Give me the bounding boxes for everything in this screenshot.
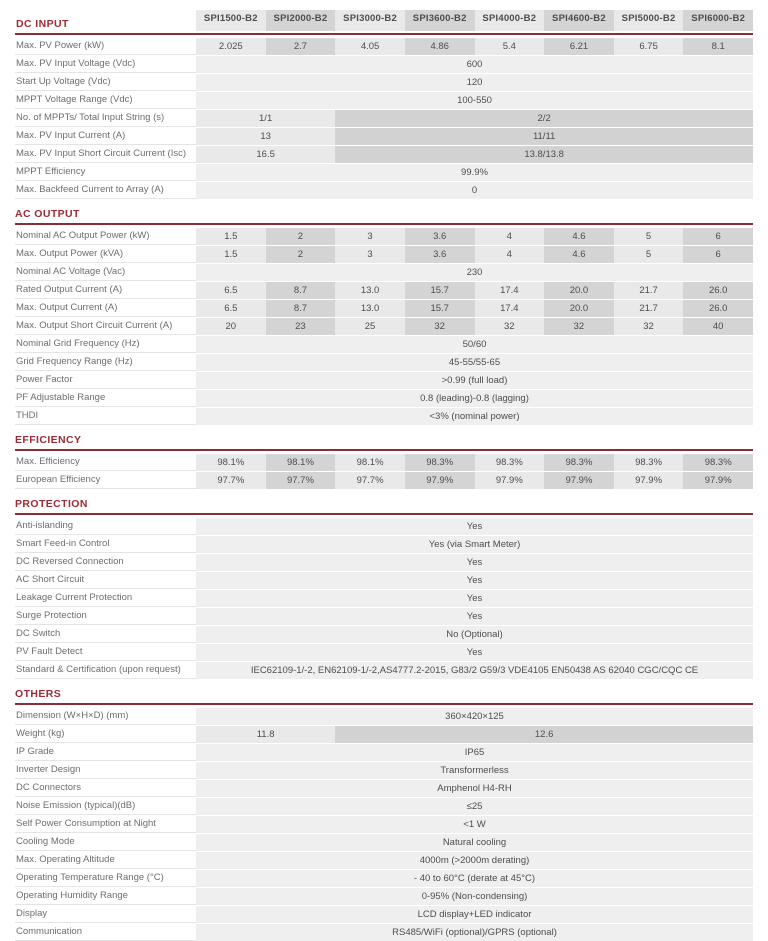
row-values <box>196 182 753 199</box>
value-cell: 20.0 <box>544 300 614 317</box>
value-cell: 5 <box>614 246 684 263</box>
row-values <box>196 852 753 869</box>
row-values <box>196 780 753 797</box>
value-cell: 32 <box>614 318 684 335</box>
row-label: No. of MPPTs/ Total Input String (s) <box>15 110 196 127</box>
row-label: Max. Output Current (A) <box>15 300 196 317</box>
value-cell: 20 <box>196 318 266 335</box>
value-cell: 97.9% <box>614 472 684 489</box>
value-cell-full-span: LCD display+LED indicator <box>196 906 753 923</box>
row-values <box>196 762 753 779</box>
table-row <box>15 354 753 371</box>
table-row <box>15 518 753 535</box>
row-label: PV Fault Detect <box>15 644 196 661</box>
value-cell: 1.5 <box>196 228 266 245</box>
value-cell-full-span: 0.8 (leading)-0.8 (lagging) <box>196 390 753 407</box>
column-header-spi2000-b2: SPI2000-B2 <box>266 10 336 31</box>
row-values <box>196 408 753 425</box>
value-cell-full-span: Yes <box>196 590 753 607</box>
row-values <box>196 816 753 833</box>
value-cell-full-span: IEC62109-1/-2, EN62109-1/-2,AS4777.2-2015, G83/2 G59/3 VDE4105 EN50438 AS 62040 CGC/CQC CE <box>196 662 753 679</box>
value-cell: 21.7 <box>614 300 684 317</box>
row-label: Dimension (W×H×D) (mm) <box>15 708 196 725</box>
row-label: AC Short Circuit <box>15 572 196 589</box>
value-cell-full-span: Yes <box>196 554 753 571</box>
value-cell-span-right: 2/2 <box>335 110 753 127</box>
value-cell-full-span: Natural cooling <box>196 834 753 851</box>
table-row <box>15 852 753 869</box>
row-values <box>196 336 753 353</box>
table-row <box>15 726 753 743</box>
row-label: Smart Feed-in Control <box>15 536 196 553</box>
value-cell: 17.4 <box>475 282 545 299</box>
table-row <box>15 536 753 553</box>
value-cell-full-span: 99.9% <box>196 164 753 181</box>
value-cell: 32 <box>405 318 475 335</box>
row-values <box>196 906 753 923</box>
table-row <box>15 372 753 389</box>
value-cell: 3.6 <box>405 228 475 245</box>
value-cell: 4.6 <box>544 246 614 263</box>
row-label: IP Grade <box>15 744 196 761</box>
value-cell: 26.0 <box>683 300 753 317</box>
row-label: Nominal Grid Frequency (Hz) <box>15 336 196 353</box>
row-label: Max. Backfeed Current to Array (A) <box>15 182 196 199</box>
value-cell: 98.3% <box>475 454 545 471</box>
table-header-row <box>15 10 753 31</box>
row-label: Max. PV Input Short Circuit Current (Isc) <box>15 146 196 163</box>
value-cell: 8.1 <box>683 38 753 55</box>
column-header-spi4600-b2: SPI4600-B2 <box>544 10 614 31</box>
row-label: Anti-islanding <box>15 518 196 535</box>
value-cell-span-left: 16.5 <box>196 146 335 163</box>
row-label: Grid Frequency Range (Hz) <box>15 354 196 371</box>
value-cell: 32 <box>475 318 545 335</box>
value-cell-full-span: Transformerless <box>196 762 753 779</box>
value-cell-full-span: 360×420×125 <box>196 708 753 725</box>
table-row <box>15 92 753 109</box>
value-cell: 15.7 <box>405 300 475 317</box>
row-label: Max. Output Power (kVA) <box>15 246 196 263</box>
value-cell: 6.5 <box>196 282 266 299</box>
value-cell: 23 <box>266 318 336 335</box>
section-protection <box>15 497 753 679</box>
row-label: Weight (kg) <box>15 726 196 743</box>
value-cell-full-span: Amphenol H4-RH <box>196 780 753 797</box>
table-row <box>15 906 753 923</box>
column-header-spi3600-b2: SPI3600-B2 <box>405 10 475 31</box>
row-values <box>196 608 753 625</box>
row-values <box>196 744 753 761</box>
value-cell: 6 <box>683 228 753 245</box>
table-row <box>15 554 753 571</box>
row-values <box>196 264 753 281</box>
table-row <box>15 128 753 145</box>
row-label: Start Up Voltage (Vdc) <box>15 74 196 91</box>
value-cell: 15.7 <box>405 282 475 299</box>
row-values <box>196 74 753 91</box>
value-cell: 26.0 <box>683 282 753 299</box>
value-cell: 97.7% <box>266 472 336 489</box>
row-label: Max. Output Short Circuit Current (A) <box>15 318 196 335</box>
value-cell: 21.7 <box>614 282 684 299</box>
value-cell-full-span: Yes <box>196 518 753 535</box>
row-label: Max. PV Input Voltage (Vdc) <box>15 56 196 73</box>
table-row <box>15 590 753 607</box>
table-row <box>15 390 753 407</box>
section-efficiency <box>15 433 753 489</box>
value-cell-full-span: Yes <box>196 608 753 625</box>
table-row <box>15 164 753 181</box>
value-cell: 17.4 <box>475 300 545 317</box>
table-row <box>15 780 753 797</box>
value-cell-span-right: 13.8/13.8 <box>335 146 753 163</box>
value-cell: 4 <box>475 228 545 245</box>
value-cell: 97.9% <box>405 472 475 489</box>
row-label: DC Switch <box>15 626 196 643</box>
row-label: European Efficiency <box>15 472 196 489</box>
value-cell-full-span: 0 <box>196 182 753 199</box>
table-row <box>15 336 753 353</box>
table-row <box>15 762 753 779</box>
value-cell-full-span: <1 W <box>196 816 753 833</box>
table-row <box>15 888 753 905</box>
row-values <box>196 924 753 941</box>
value-cell: 3 <box>335 228 405 245</box>
section-divider-line <box>15 449 753 451</box>
row-values <box>196 128 753 145</box>
row-values <box>196 38 753 55</box>
row-label: Operating Temperature Range (°C) <box>15 870 196 887</box>
row-values <box>196 146 753 163</box>
value-cell: 4.6 <box>544 228 614 245</box>
section-divider-line <box>15 513 753 515</box>
row-label: Surge Protection <box>15 608 196 625</box>
row-values <box>196 472 753 489</box>
table-row <box>15 744 753 761</box>
row-label: Nominal AC Voltage (Vac) <box>15 264 196 281</box>
row-values <box>196 626 753 643</box>
row-label: Noise Emission (typical)(dB) <box>15 798 196 815</box>
value-cell: 5 <box>614 228 684 245</box>
table-row <box>15 282 753 299</box>
value-cell: 97.9% <box>544 472 614 489</box>
value-cell-full-span: IP65 <box>196 744 753 761</box>
table-row <box>15 662 753 679</box>
value-cell-full-span: 4000m (>2000m derating) <box>196 852 753 869</box>
row-values <box>196 554 753 571</box>
row-values <box>196 572 753 589</box>
row-label: Inverter Design <box>15 762 196 779</box>
value-cell-full-span: 230 <box>196 264 753 281</box>
value-cell-span-right: 12.6 <box>335 726 753 743</box>
table-row <box>15 300 753 317</box>
row-label: MPPT Voltage Range (Vdc) <box>15 92 196 109</box>
row-values <box>196 518 753 535</box>
value-cell-span-left: 11.8 <box>196 726 335 743</box>
table-row <box>15 228 753 245</box>
value-cell: 1.5 <box>196 246 266 263</box>
row-values <box>196 300 753 317</box>
value-cell: 98.1% <box>196 454 266 471</box>
value-cell-full-span: 120 <box>196 74 753 91</box>
value-cell: 97.7% <box>196 472 266 489</box>
value-cell: 97.9% <box>683 472 753 489</box>
value-cell: 32 <box>544 318 614 335</box>
value-cell: 6.75 <box>614 38 684 55</box>
value-cell: 2.025 <box>196 38 266 55</box>
row-values <box>196 390 753 407</box>
value-cell-full-span: 600 <box>196 56 753 73</box>
row-label: Max. Efficiency <box>15 454 196 471</box>
spec-table <box>15 10 753 941</box>
value-cell-full-span: - 40 to 60°C (derate at 45°C) <box>196 870 753 887</box>
value-cell-span-left: 1/1 <box>196 110 335 127</box>
row-values <box>196 536 753 553</box>
value-cell: 40 <box>683 318 753 335</box>
row-values <box>196 870 753 887</box>
value-cell-span-right: 11/11 <box>335 128 753 145</box>
value-cell: 20.0 <box>544 282 614 299</box>
row-values <box>196 834 753 851</box>
value-cell: 8.7 <box>266 282 336 299</box>
table-row <box>15 182 753 199</box>
value-cell-full-span: <3% (nominal power) <box>196 408 753 425</box>
section-divider-line <box>15 703 753 705</box>
value-cell: 6 <box>683 246 753 263</box>
value-cell-full-span: No (Optional) <box>196 626 753 643</box>
column-header-spi5000-b2: SPI5000-B2 <box>614 10 684 31</box>
row-values <box>196 798 753 815</box>
section-dc-input <box>15 10 753 199</box>
value-cell-full-span: 0-95% (Non-condensing) <box>196 888 753 905</box>
row-label: DC Connectors <box>15 780 196 797</box>
value-cell: 8.7 <box>266 300 336 317</box>
table-row <box>15 924 753 941</box>
row-values <box>196 662 753 679</box>
row-values <box>196 110 753 127</box>
row-label: MPPT Efficiency <box>15 164 196 181</box>
row-values <box>196 454 753 471</box>
table-row <box>15 408 753 425</box>
section-title: PROTECTION <box>15 498 88 510</box>
row-label: Leakage Current Protection <box>15 590 196 607</box>
value-cell: 6.21 <box>544 38 614 55</box>
value-cell: 97.9% <box>475 472 545 489</box>
value-cell: 2 <box>266 228 336 245</box>
row-label: Power Factor <box>15 372 196 389</box>
value-cell-full-span: Yes (via Smart Meter) <box>196 536 753 553</box>
table-row <box>15 572 753 589</box>
table-row <box>15 264 753 281</box>
row-values <box>196 708 753 725</box>
table-row <box>15 870 753 887</box>
section-title: OTHERS <box>15 688 62 700</box>
row-values <box>196 888 753 905</box>
row-values <box>196 92 753 109</box>
value-cell: 5.4 <box>475 38 545 55</box>
row-label: Display <box>15 906 196 923</box>
table-row <box>15 798 753 815</box>
row-label: Standard & Certification (upon request) <box>15 662 196 679</box>
section-divider-line <box>15 223 753 225</box>
value-cell: 3 <box>335 246 405 263</box>
row-values <box>196 354 753 371</box>
column-header-spi6000-b2: SPI6000-B2 <box>683 10 753 31</box>
section-title: AC OUTPUT <box>15 208 80 220</box>
table-row <box>15 816 753 833</box>
table-row <box>15 608 753 625</box>
value-cell: 4.05 <box>335 38 405 55</box>
row-values <box>196 246 753 263</box>
column-headers <box>196 10 753 31</box>
table-row <box>15 110 753 127</box>
row-values <box>196 318 753 335</box>
value-cell: 3.6 <box>405 246 475 263</box>
row-label: Nominal AC Output Power (kW) <box>15 228 196 245</box>
row-label: Max. Operating Altitude <box>15 852 196 869</box>
row-label: THDI <box>15 408 196 425</box>
row-label: Max. PV Power (kW) <box>15 38 196 55</box>
table-row <box>15 246 753 263</box>
section-others <box>15 687 753 941</box>
row-label: Operating Humidity Range <box>15 888 196 905</box>
row-label: Communication <box>15 924 196 941</box>
value-cell-full-span: 100-550 <box>196 92 753 109</box>
row-values <box>196 282 753 299</box>
value-cell-full-span: 50/60 <box>196 336 753 353</box>
table-row <box>15 454 753 471</box>
value-cell: 4 <box>475 246 545 263</box>
row-label: Rated Output Current (A) <box>15 282 196 299</box>
value-cell-full-span: >0.99 (full load) <box>196 372 753 389</box>
row-label: Cooling Mode <box>15 834 196 851</box>
table-row <box>15 472 753 489</box>
value-cell: 4.86 <box>405 38 475 55</box>
table-row <box>15 834 753 851</box>
section-divider-line <box>15 33 753 35</box>
value-cell: 25 <box>335 318 405 335</box>
row-label: Max. PV Input Current (A) <box>15 128 196 145</box>
value-cell-full-span: Yes <box>196 644 753 661</box>
value-cell-full-span: 45-55/55-65 <box>196 354 753 371</box>
value-cell: 6.5 <box>196 300 266 317</box>
row-values <box>196 644 753 661</box>
table-row <box>15 56 753 73</box>
table-row <box>15 644 753 661</box>
value-cell: 97.7% <box>335 472 405 489</box>
row-label: Self Power Consumption at Night <box>15 816 196 833</box>
column-header-spi3000-b2: SPI3000-B2 <box>335 10 405 31</box>
value-cell-full-span: ≤25 <box>196 798 753 815</box>
row-label: DC Reversed Connection <box>15 554 196 571</box>
column-header-spi4000-b2: SPI4000-B2 <box>475 10 545 31</box>
table-row <box>15 318 753 335</box>
value-cell-span-left: 13 <box>196 128 335 145</box>
value-cell: 2.7 <box>266 38 336 55</box>
table-row <box>15 38 753 55</box>
table-row <box>15 146 753 163</box>
value-cell: 98.1% <box>266 454 336 471</box>
row-label: PF Adjustable Range <box>15 390 196 407</box>
row-values <box>196 372 753 389</box>
value-cell: 98.3% <box>544 454 614 471</box>
section-title: EFFICIENCY <box>15 434 82 446</box>
row-values <box>196 164 753 181</box>
table-row <box>15 626 753 643</box>
value-cell: 98.3% <box>405 454 475 471</box>
section-ac-output <box>15 207 753 425</box>
value-cell: 13.0 <box>335 282 405 299</box>
value-cell: 98.3% <box>683 454 753 471</box>
row-values <box>196 590 753 607</box>
section-title: DC INPUT <box>16 18 69 30</box>
value-cell: 13.0 <box>335 300 405 317</box>
table-row <box>15 74 753 91</box>
value-cell-full-span: RS485/WiFi (optional)/GPRS (optional) <box>196 924 753 941</box>
value-cell: 98.3% <box>614 454 684 471</box>
value-cell-full-span: Yes <box>196 572 753 589</box>
row-values <box>196 56 753 73</box>
value-cell: 2 <box>266 246 336 263</box>
row-values <box>196 726 753 743</box>
value-cell: 98.1% <box>335 454 405 471</box>
table-row <box>15 708 753 725</box>
column-header-spi1500-b2: SPI1500-B2 <box>196 10 266 31</box>
row-values <box>196 228 753 245</box>
